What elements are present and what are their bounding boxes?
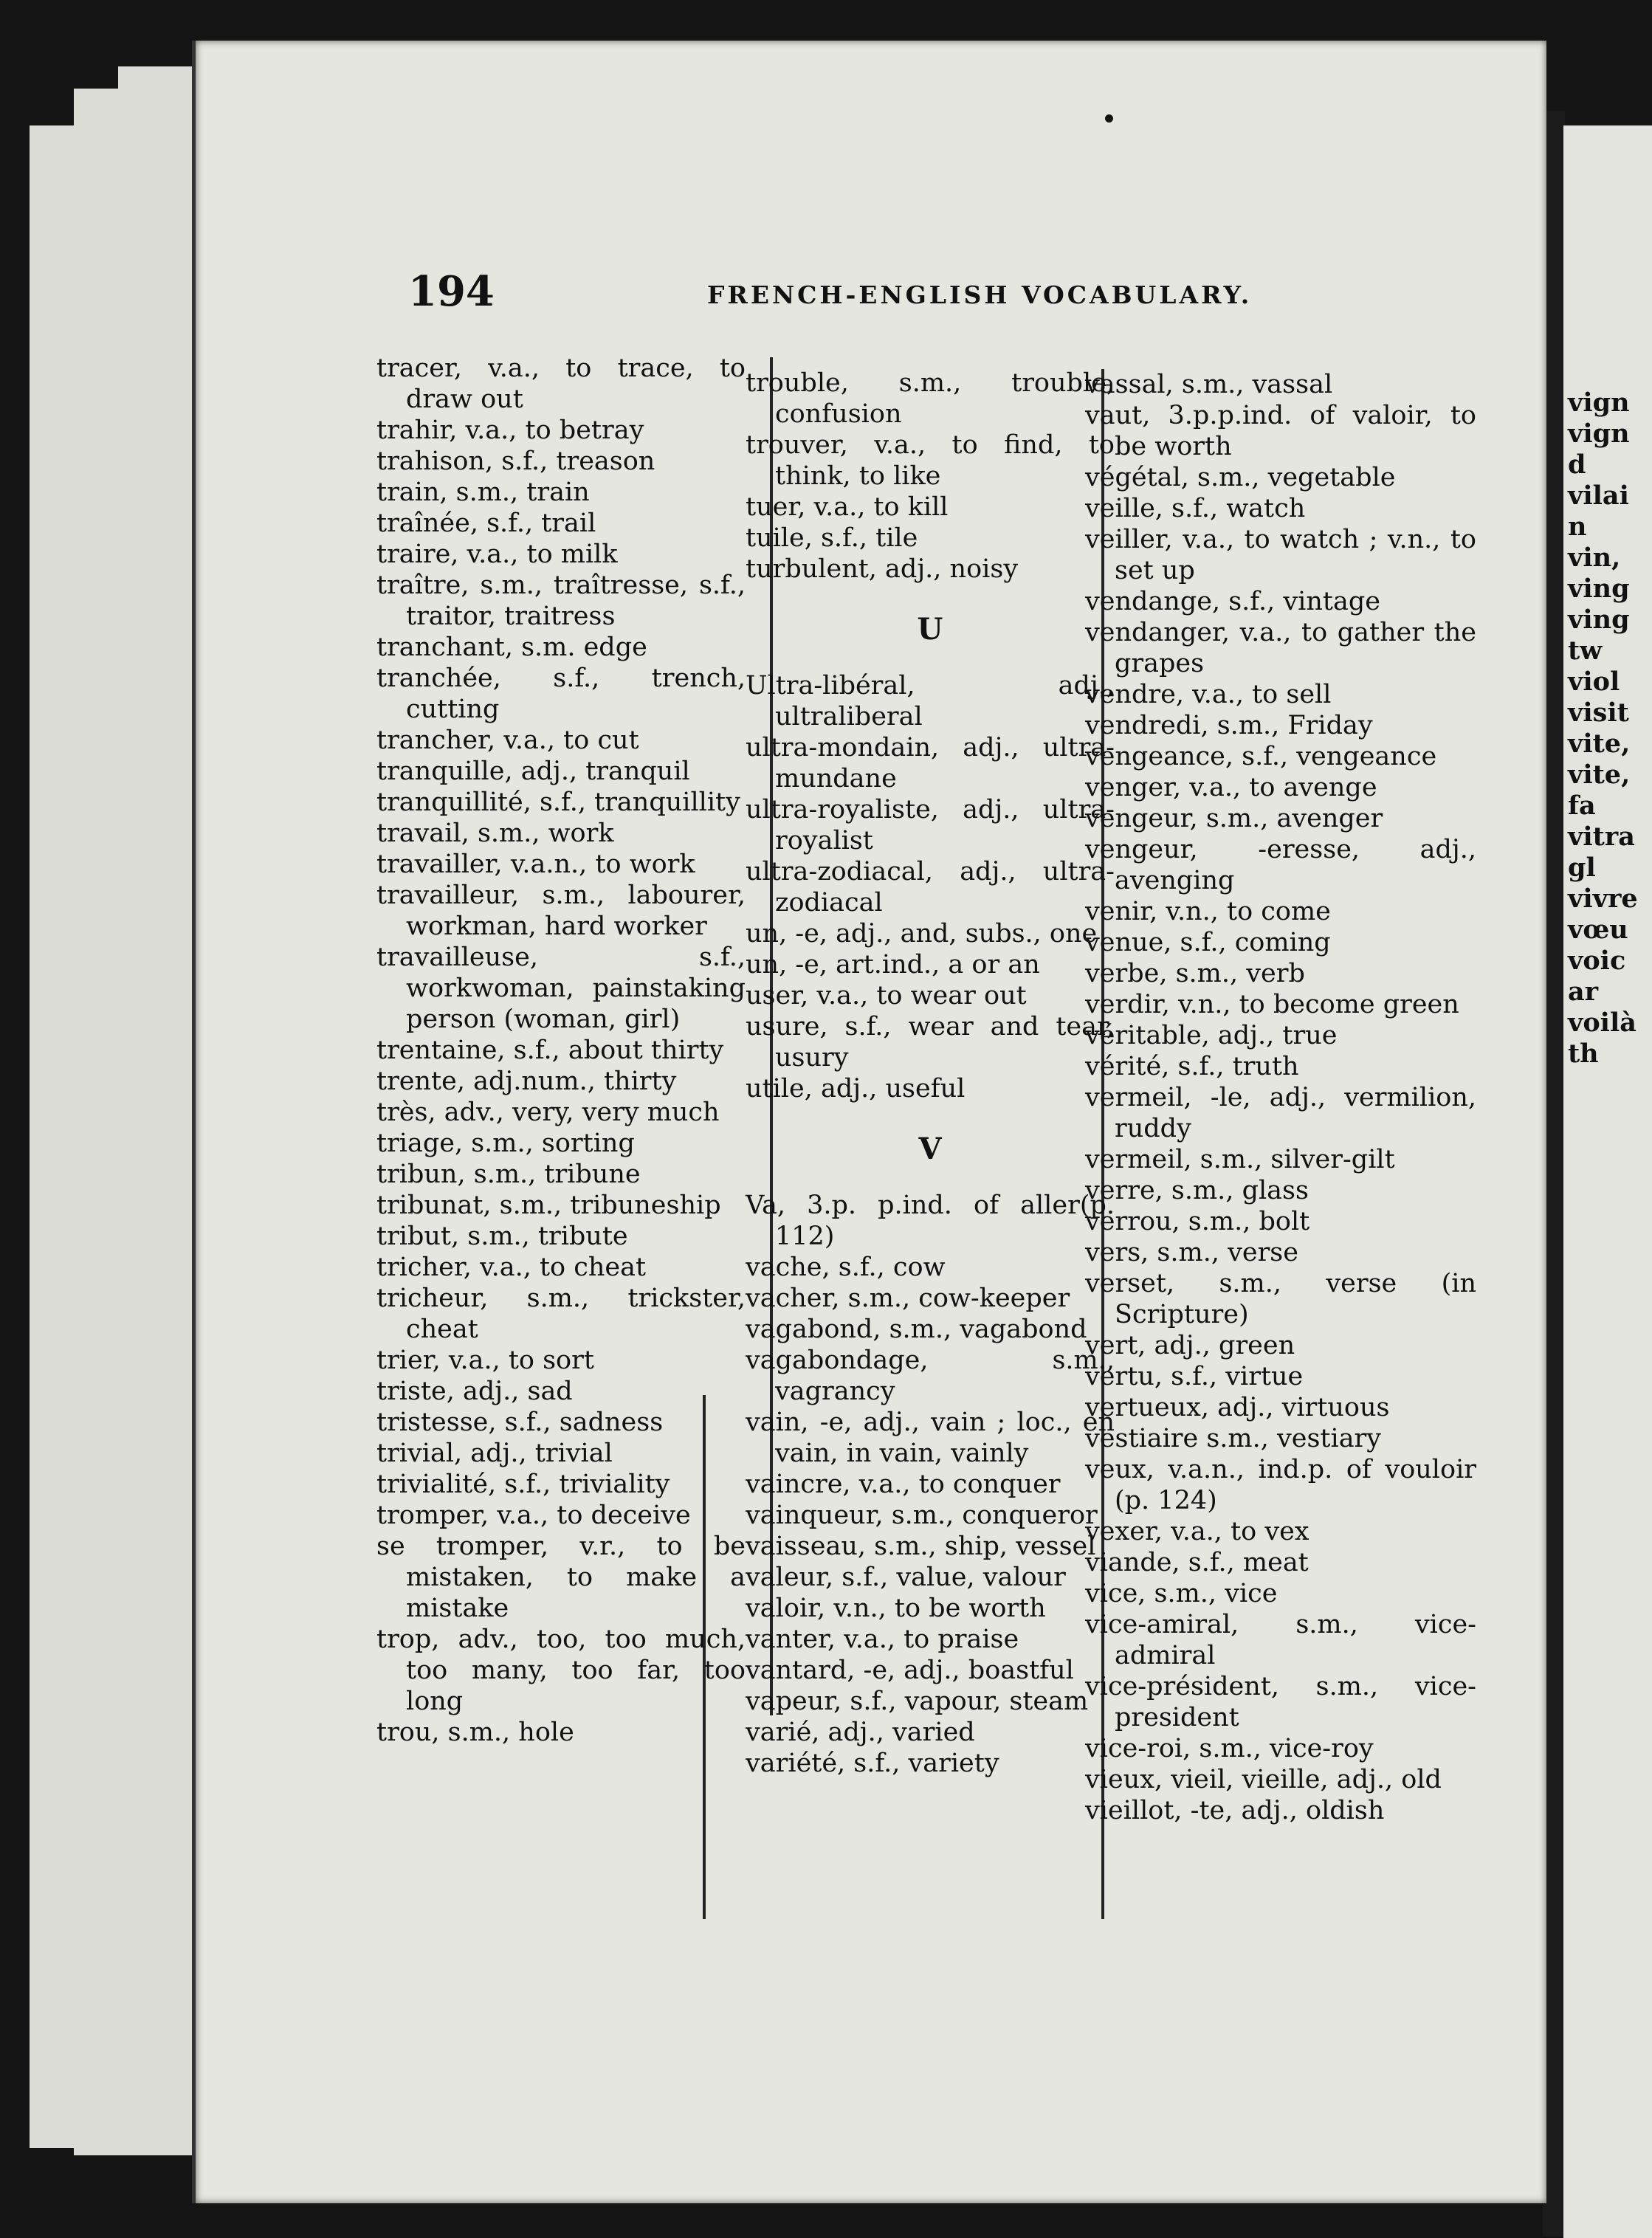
vocab-entry: vantard, -e, adj., boastful: [746, 1656, 1074, 1685]
column-3: [1085, 369, 1476, 1826]
vocab-entry: turbulent, adj., noisy: [746, 554, 1019, 584]
vocab-entry: vaut, 3.p.p.ind. of valoir, to be worth: [1085, 401, 1476, 461]
vocab-entry: vendange, s.f., vintage: [1085, 587, 1380, 616]
vocab-entry: variété, s.f., variety: [746, 1749, 999, 1778]
vocab-entry: traître, s.m., traîtresse, s.f., traitor, traitress: [376, 571, 746, 631]
next-page-fragment: vite,: [1568, 729, 1631, 759]
vocab-entry: vice-amiral, s.m., vice-admiral: [1085, 1610, 1476, 1670]
vocab-entry: trahison, s.f., treason: [376, 447, 655, 476]
vocab-entry: vestiaire s.m., vestiary: [1085, 1424, 1382, 1453]
vocab-entry: valeur, s.f., value, valour: [746, 1563, 1066, 1592]
vocab-entry: un, -e, art.ind., a or an: [746, 950, 1040, 979]
vocab-entry: venue, s.f., coming: [1085, 928, 1331, 957]
vocab-entry: travailleur, s.m., labourer, workman, hard worker: [376, 881, 746, 941]
vocab-entry: vache, s.f., cow: [746, 1253, 946, 1282]
vocab-entry: vaincre, v.a., to conquer: [746, 1470, 1061, 1499]
vocab-entry: valoir, v.n., to be worth: [746, 1594, 1046, 1623]
vocab-entry: vengeance, s.f., vengeance: [1085, 742, 1437, 771]
vocab-entry: triste, adj., sad: [376, 1377, 573, 1406]
vocab-entry: Ultra-libéral, adj., ultraliberal: [746, 671, 1115, 731]
vocab-entry: Va, 3.p. p.ind. of aller(p. 112): [746, 1191, 1115, 1251]
vocab-entry: vice-roi, s.m., vice-roy: [1085, 1734, 1374, 1763]
vocab-entry: tricher, v.a., to cheat: [376, 1253, 647, 1282]
vocab-entry: tromper, v.a., to deceive: [376, 1501, 691, 1530]
vocab-entry: tranquillité, s.f., tranquillity: [376, 788, 740, 817]
vocab-entry: triage, s.m., sorting: [376, 1129, 635, 1158]
vocab-entry: vapeur, s.f., vapour, steam: [746, 1687, 1089, 1716]
vocab-entry: vice-président, s.m., vice-president: [1085, 1672, 1476, 1732]
vocab-entry: verrou, s.m., bolt: [1085, 1207, 1310, 1236]
vocab-entry: tribunat, s.m., tribuneship: [376, 1191, 721, 1220]
vocab-entry: vexer, v.a., to vex: [1085, 1517, 1309, 1546]
next-page-fragment: vite,: [1568, 760, 1631, 790]
vocab-entry: tricheur, s.m., trickster, cheat: [376, 1284, 746, 1344]
vocab-entry: tribun, s.m., tribune: [376, 1160, 641, 1189]
vocab-entry: vertu, s.f., virtue: [1085, 1362, 1304, 1391]
next-page-fragment: fa: [1568, 791, 1596, 821]
next-page-fragment: n: [1568, 512, 1587, 542]
vocab-entry: trouver, v.a., to find, to think, to like: [746, 430, 1115, 491]
running-head: FRENCH-ENGLISH VOCABULARY.: [707, 280, 1253, 309]
vocab-entry: vagabond, s.m., vagabond: [746, 1315, 1087, 1344]
vocab-entry: ultra-royaliste, adj., ultra-royalist: [746, 795, 1115, 855]
page-number: 194: [408, 267, 495, 316]
vocab-entry: trop, adv., too, too much, too many, too far, too long: [376, 1625, 746, 1716]
vocab-entry: trahir, v.a., to betray: [376, 416, 644, 445]
vocab-entry: vermeil, -le, adj., vermilion, ruddy: [1085, 1083, 1476, 1143]
vocab-entry: travailler, v.a.n., to work: [376, 850, 695, 879]
next-page-fragment: vin,: [1568, 543, 1621, 573]
vocab-entry: trivial, adj., trivial: [376, 1439, 613, 1468]
vocab-entry: verdir, v.n., to become green: [1085, 990, 1459, 1019]
entries-v: [746, 1190, 1115, 1779]
next-page-fragment: th: [1568, 1039, 1599, 1069]
vocab-entry: vice, s.m., vice: [1085, 1579, 1278, 1608]
vocab-entry: vassal, s.m., vassal: [1085, 370, 1333, 399]
vocab-entry: trente, adj.num., thirty: [376, 1067, 677, 1096]
next-page-strip: [1563, 125, 1652, 2238]
column-1: [376, 353, 746, 1748]
vocab-entry: tranchée, s.f., trench, cutting: [376, 664, 746, 724]
vocab-entry: trentaine, s.f., about thirty: [376, 1036, 724, 1065]
vocab-entry: vendredi, s.m., Friday: [1085, 711, 1373, 740]
vocab-entry: très, adv., very, very much: [376, 1098, 720, 1127]
vocab-entry: user, v.a., to wear out: [746, 981, 1027, 1010]
vocab-entry: vaisseau, s.m., ship, vessel: [746, 1532, 1096, 1561]
next-page-fragment: gl: [1568, 853, 1596, 883]
entries-t: [746, 368, 1115, 585]
vocab-entry: veille, s.f., watch: [1085, 494, 1306, 523]
vocab-entry: vainqueur, s.m., conqueror: [746, 1501, 1098, 1530]
vocab-entry: viande, s.f., meat: [1085, 1548, 1309, 1577]
next-page-fragment: tw: [1568, 636, 1603, 666]
next-page-fragment: viol: [1568, 667, 1620, 697]
vocab-entry: ultra-mondain, adj., ultra-mundane: [746, 733, 1115, 793]
next-page-fragment: vign: [1568, 419, 1630, 449]
vocab-entry: tuer, v.a., to kill: [746, 492, 949, 522]
vocab-entry: tranquille, adj., tranquil: [376, 757, 690, 786]
vocab-entry: tristesse, s.f., sadness: [376, 1408, 664, 1437]
vocab-entry: veiller, v.a., to watch ; v.n., to set up: [1085, 525, 1476, 585]
vocab-entry: venger, v.a., to avenge: [1085, 773, 1377, 802]
next-page-fragment: vilai: [1568, 481, 1629, 511]
vocab-entry: vers, s.m., verse: [1085, 1238, 1298, 1267]
vocab-entry: utile, adj., useful: [746, 1074, 966, 1103]
vocab-entry: tribut, s.m., tribute: [376, 1222, 628, 1251]
vocab-entry: tracer, v.a., to trace, to draw out: [376, 354, 746, 414]
vocab-entry: trancher, v.a., to cut: [376, 726, 639, 755]
vocab-entry: vain, -e, adj., vain ; loc., en vain, in vain, vainly: [746, 1408, 1115, 1468]
vocab-entry: vertueux, adj., virtuous: [1085, 1393, 1390, 1422]
vocab-entry: verset, s.m., verse (in Scripture): [1085, 1269, 1476, 1329]
next-page-fragment: ving: [1568, 605, 1630, 635]
vocab-entry: véritable, adj., true: [1085, 1021, 1338, 1050]
vocab-entry: trier, v.a., to sort: [376, 1346, 594, 1375]
vocab-entry: trou, s.m., hole: [376, 1718, 574, 1747]
vocab-entry: vengeur, -eresse, adj., avenging: [1085, 835, 1476, 895]
vocab-entry: vagabondage, s.m., vagrancy: [746, 1346, 1115, 1406]
next-page-fragment: voic: [1568, 946, 1626, 976]
vocab-entry: tranchant, s.m. edge: [376, 633, 647, 662]
vocab-entry: venir, v.n., to come: [1085, 897, 1331, 926]
next-page-fragment: ar: [1568, 977, 1599, 1007]
vocab-entry: train, s.m., train: [376, 478, 590, 507]
ink-dot: [1105, 114, 1113, 123]
section-heading-u: U: [917, 612, 943, 647]
entries-u: [746, 670, 1115, 1104]
vocab-entry: végétal, s.m., vegetable: [1085, 463, 1396, 492]
next-page-fragment: voilà: [1568, 1008, 1636, 1038]
vocab-entry: traire, v.a., to milk: [376, 540, 618, 569]
vocab-entry: vert, adj., green: [1085, 1331, 1295, 1360]
vocab-entry: ultra-zodiacal, adj., ultra-zodiacal: [746, 857, 1115, 917]
vocab-entry: trouble, s.m., trouble, confusion: [746, 368, 1115, 429]
next-page-fragment: vœu: [1568, 915, 1628, 945]
vocab-entry: verre, s.m., glass: [1085, 1176, 1309, 1205]
next-page-fragment: d: [1568, 450, 1586, 480]
vocab-entry: vermeil, s.m., silver-gilt: [1085, 1145, 1395, 1174]
next-page-fragment: ving: [1568, 574, 1630, 604]
vocab-entry: tuile, s.f., tile: [746, 523, 918, 553]
vocab-entry: vengeur, s.m., avenger: [1085, 804, 1383, 833]
next-page-fragment: vign: [1568, 388, 1630, 418]
column-2: [746, 368, 1115, 1779]
next-page-fragment: vivre: [1568, 884, 1638, 914]
next-page-fragment: visit: [1568, 698, 1629, 728]
vocab-entry: vendanger, v.a., to gather the grapes: [1085, 618, 1476, 678]
vocab-entry: verbe, s.m., verb: [1085, 959, 1305, 988]
vocab-entry: vacher, s.m., cow-keeper: [746, 1284, 1070, 1313]
vocab-entry: veux, v.a.n., ind.p. of vouloir (p. 124): [1085, 1455, 1476, 1515]
vocab-entry: vieillot, -te, adj., oldish: [1085, 1796, 1385, 1825]
vocab-entry: vérité, s.f., truth: [1085, 1052, 1299, 1081]
vocab-entry: un, -e, adj., and, subs., one: [746, 919, 1098, 948]
next-page-fragment: vitra: [1568, 822, 1635, 852]
vocab-entry: travailleuse, s.f., workwoman, painstaking person (woman, girl): [376, 943, 746, 1034]
vocab-entry: varié, adj., varied: [746, 1718, 975, 1747]
vocab-entry: travail, s.m., work: [376, 819, 614, 848]
vocab-entry: vendre, v.a., to sell: [1085, 680, 1332, 709]
section-heading-v: V: [918, 1132, 942, 1166]
vocab-entry: traînée, s.f., trail: [376, 509, 596, 538]
vocab-entry: vieux, vieil, vieille, adj., old: [1085, 1765, 1442, 1794]
vocab-entry: usure, s.f., wear and tear, usury: [746, 1012, 1115, 1072]
vocab-entry: vanter, v.a., to praise: [746, 1625, 1019, 1654]
vocab-entry: se tromper, v.r., to be mistaken, to make a mistake: [376, 1532, 746, 1623]
vocab-entry: trivialité, s.f., triviality: [376, 1470, 670, 1499]
